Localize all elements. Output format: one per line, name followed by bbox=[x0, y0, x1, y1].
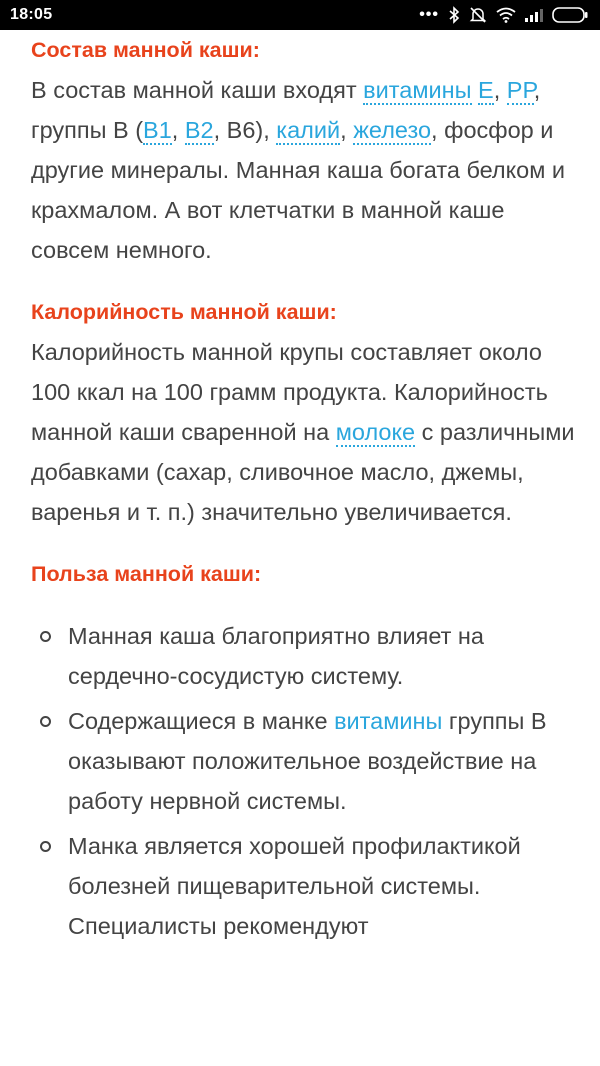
link-vitamins[interactable]: витамины bbox=[363, 77, 472, 103]
more-dots-icon: ••• bbox=[419, 6, 439, 23]
list-item: Содержащиеся в манке витамины группы В оказывают положительное воздействие на работу нервной системы. bbox=[31, 701, 583, 821]
list-item: Манка является хорошей профилактикой болезней пищеварительной системы. Специалисты рекомендуют bbox=[31, 826, 583, 946]
link-vitamin-b2[interactable]: В2 bbox=[184, 117, 214, 143]
heading-calories: Калорийность манной каши: bbox=[31, 300, 337, 324]
battery-icon bbox=[552, 7, 588, 23]
list-item: Манная каша благоприятно влияет на сердечно-сосудистую систему. bbox=[31, 616, 583, 696]
status-icons bbox=[419, 6, 588, 24]
heading-composition: Состав манной каши: bbox=[31, 38, 260, 62]
link-potassium[interactable]: калий bbox=[276, 117, 341, 143]
status-time: 18:05 bbox=[10, 6, 53, 23]
link-vitamin-e[interactable]: Е bbox=[478, 77, 494, 103]
article-content bbox=[31, 30, 583, 951]
bullet-icon bbox=[40, 841, 51, 852]
link-vitamin-b1[interactable]: В1 bbox=[143, 117, 172, 143]
bullet-icon bbox=[40, 631, 51, 642]
mute-icon bbox=[469, 6, 487, 24]
link-vitamin-pp[interactable]: РР bbox=[506, 77, 534, 103]
bullet-icon bbox=[40, 716, 51, 727]
signal-icon bbox=[525, 8, 543, 22]
status-bar bbox=[0, 0, 600, 30]
paragraph-composition: В состав манной каши входят витамины Е, РР, группы В (В1, В2, В6), калий, железо, фосфор и другие минералы. Манная каша богата белком и крахмалом. А вот клетчатки в манной каше совсем немного. bbox=[31, 77, 566, 263]
link-vitamins-b[interactable]: витамины bbox=[334, 708, 443, 734]
heading-benefits: Польза манной каши: bbox=[31, 562, 262, 586]
benefits-list bbox=[31, 616, 583, 946]
link-iron[interactable]: железо bbox=[353, 117, 432, 143]
bluetooth-icon bbox=[448, 6, 460, 24]
paragraph-calories: Калорийность манной крупы составляет около 100 ккал на 100 грамм продукта. Калорийность манной каши сваренной на молоке с различными добавками (сахар, сливочное масло, джемы, варенья и т. п.) значительно увеличивается. bbox=[31, 339, 575, 525]
wifi-icon bbox=[496, 7, 516, 23]
link-milk[interactable]: молоке bbox=[335, 419, 416, 445]
